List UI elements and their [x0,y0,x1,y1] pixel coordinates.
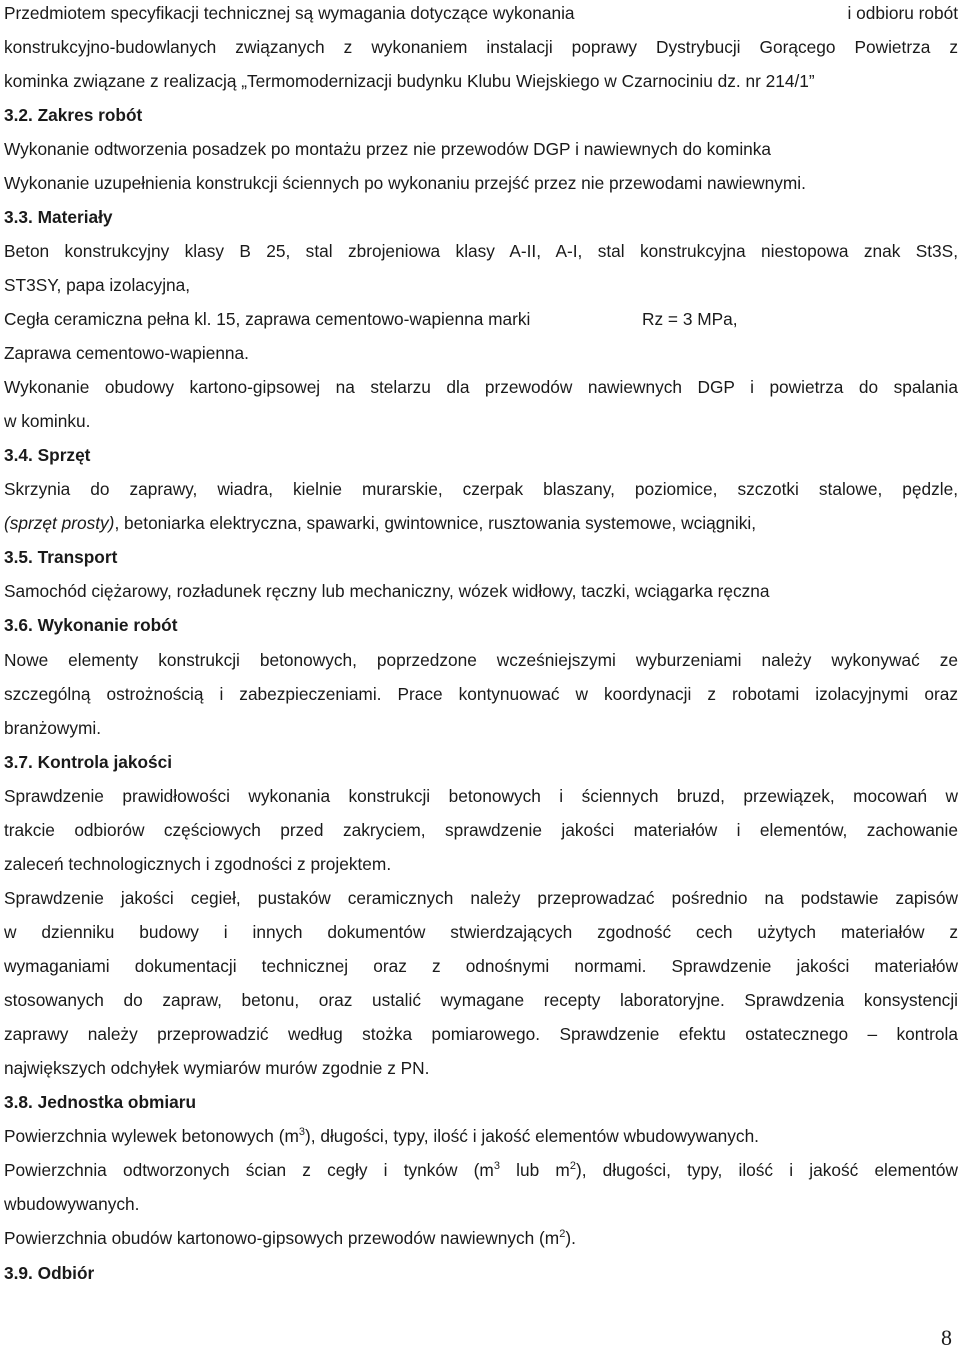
paragraph-line: wbudowywanych. [4,1194,140,1214]
section-heading-kontrola-jakosci: 3.7. Kontrola jakości [4,752,173,772]
superscript: 3 [493,1160,500,1172]
paragraph-line: Samochód ciężarowy, rozładunek ręczny lub mechaniczny, wózek widłowy, taczki, wciągarka ręczna [4,581,770,601]
section-heading-jednostka-obmiaru: 3.8. Jednostka obmiaru [4,1092,197,1112]
paragraph-text-tab: Rz = 3 MPa, [642,309,738,329]
paragraph-line: Sprawdzenie jakości cegieł, pustaków ceramicznych należy przeprowadzać pośrednio na podstawie zapisów [4,888,958,908]
paragraph-line: w dzienniku budowy i innych dokumentów stwierdzających zgodność cech użytych materiałów z [4,922,958,942]
superscript: 3 [298,1126,305,1138]
section-heading-odbior: 3.9. Odbiór [4,1263,95,1283]
paragraph-line: Zaprawa cementowo-wapienna. [4,343,249,363]
paragraph-line: Wykonanie uzupełnienia konstrukcji ściennych po wykonaniu przejść przez nie przewodami nawiewnymi. [4,173,806,193]
paragraph-line [4,308,958,330]
paragraph-line: wymaganiami dokumentacji technicznej oraz z odnośnymi normami. Sprawdzenie jakości materiałów [4,956,958,976]
paragraph-line: Beton konstrukcyjny klasy B 25, stal zbrojeniowa klasy A-II, A-I, stal konstrukcyjna niestopowa znak St3S, [4,241,958,261]
section-heading-sprzet: 3.4. Sprzęt [4,445,91,465]
paragraph-line: Wykonanie odtworzenia posadzek po montażu przez nie przewodów DGP i nawiewnych do kominka [4,139,772,159]
intro-text-right: i odbioru robót [847,3,958,23]
section-heading-wykonanie-robot: 3.6. Wykonanie robót [4,615,178,635]
paragraph-line: ST3SY, papa izolacyjna, [4,275,191,295]
section-heading-transport: 3.5. Transport [4,547,118,567]
paragraph-line [4,1227,958,1249]
paragraph-line [4,512,958,534]
paragraph-text: Powierzchnia obudów kartonowo-gipsowych przewodów nawiewnych (m [4,1228,560,1248]
paragraph-text-italic: (sprzęt prosty) [4,513,115,533]
page-number: 8 [941,1325,952,1350]
paragraph-line: stosowanych do zapraw, betonu, oraz ustalić wymagane recepty laboratoryjne. Sprawdzenia konsystencji [4,990,958,1010]
paragraph-line: największych odchyłek wymiarów murów zgodnie z PN. [4,1058,430,1078]
intro-line-3: kominka związane z realizacją „Termomodernizacji budynku Klubu Wiejskiego w Czarnociniu dz. nr 214/1” [4,71,815,91]
intro-text: Przedmiotem specyfikacji technicznej są wymagania dotyczące wykonania [4,3,575,23]
paragraph-line [4,1159,958,1181]
paragraph-text: ), długości, typy, ilość i jakość elementów wbudowywanych. [305,1126,759,1146]
paragraph-line: zaprawy należy przeprowadzić według stożka pomiarowego. Sprawdzenie efektu ostatecznego – kontrola [4,1024,958,1044]
paragraph-line: branżowymi. [4,718,101,738]
intro-line-2: konstrukcyjno-budowlanych związanych z wykonaniem instalacji poprawy Dystrybucji Gorącego Powietrza z [4,37,958,57]
paragraph-line: Wykonanie obudowy kartono-gipsowej na stelarzu dla przewodów nawiewnych DGP i powietrza do spalania [4,377,958,397]
paragraph-text: ). [565,1228,576,1248]
paragraph-line: w kominku. [4,411,91,431]
paragraph-text: Powierzchnia odtworzonych ścian z cegły i tynków (m [4,1160,494,1180]
paragraph-line: trakcie odbiorów częściowych przed zakryciem, sprawdzenie jakości materiałów i elementów, zachowanie [4,820,958,840]
superscript: 2 [569,1160,576,1172]
paragraph-text: ), długości, typy, ilość i jakość elementów [575,1160,959,1180]
section-heading-zakres-robot: 3.2. Zakres robót [4,105,143,125]
paragraph-line: zaleceń technologicznych i zgodności z projektem. [4,854,392,874]
paragraph-text: , betoniarka elektryczna, spawarki, gwintownice, rusztowania systemowe, wciągniki, [114,513,757,533]
paragraph-line: Nowe elementy konstrukcji betonowych, poprzedzone wcześniejszymi wyburzeniami należy wykonywać ze [4,650,958,670]
paragraph-line: Skrzynia do zaprawy, wiadra, kielnie murarskie, czerpak blaszany, poziomice, szczotki stalowe, pędzle, [4,479,958,499]
superscript: 2 [559,1228,566,1240]
intro-line-1 [4,2,958,24]
paragraph-line: szczególną ostrożnością i zabezpieczeniami. Prace kontynuować w koordynacji z robotami izolacyjnymi oraz [4,684,958,704]
section-heading-materialy: 3.3. Materiały [4,207,113,227]
paragraph-line [4,1125,958,1147]
paragraph-text: Cegła ceramiczna pełna kl. 15, zaprawa cementowo-wapienna marki [4,309,531,329]
paragraph-text: Powierzchnia wylewek betonowych (m [4,1126,299,1146]
paragraph-text: lub m [499,1160,570,1180]
paragraph-line: Sprawdzenie prawidłowości wykonania konstrukcji betonowych i ściennych bruzd, przewiązek, mocowań w [4,786,958,806]
